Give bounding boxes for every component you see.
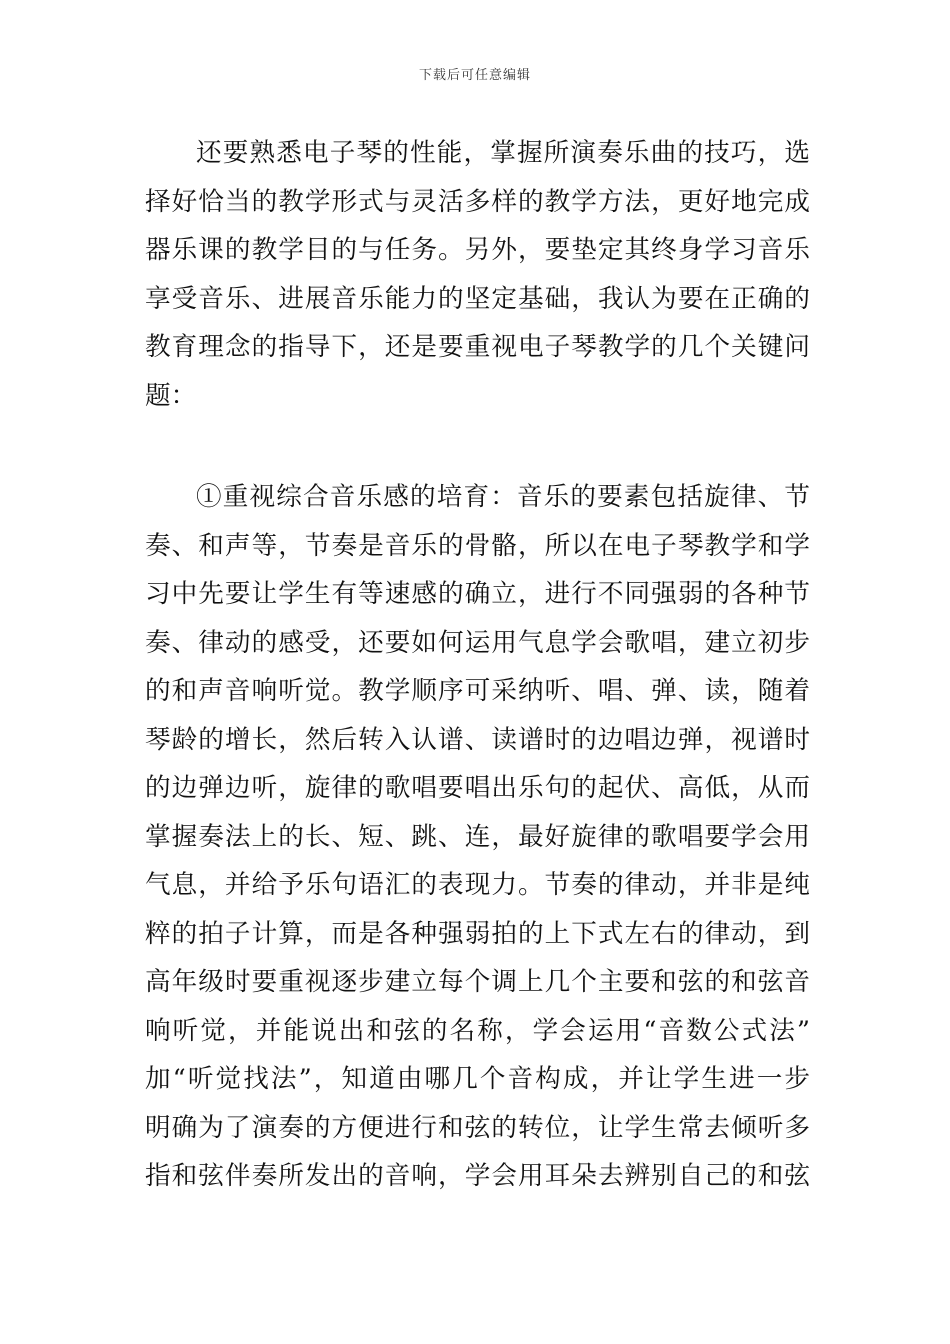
paragraph-line: 享受音乐、进展音乐能力的坚定基础，我认为要在正确的 xyxy=(145,283,810,314)
paragraph-line: ①重视综合音乐感的培育：音乐的要素包括旋律、节 xyxy=(196,482,810,512)
paragraph-line: 择好恰当的教学形式与灵活多样的教学方法，更好地完成 xyxy=(145,186,810,217)
paragraph-line: 器乐课的教学目的与任务。另外，要垫定其终身学习音乐 xyxy=(145,235,810,265)
paragraph-line: 琴龄的增长，然后转入认谱、读谱时的边唱边弹，视谱时 xyxy=(145,724,810,755)
paragraph-line: 加“听觉找法”，知道由哪几个音构成，并让学生进一步 xyxy=(145,1064,810,1094)
paragraph-line: 高年级时要重视逐步建立每个调上几个主要和弦的和弦音 xyxy=(145,967,810,997)
paragraph-1 xyxy=(145,129,810,420)
paragraph-line: 明确为了演奏的方便进行和弦的转位，让学生常去倾听多 xyxy=(145,1112,810,1143)
paragraph-line: 奏、律动的感受，还要如何运用气息学会歌唱，建立初步 xyxy=(145,627,810,658)
paragraph-line: 气息，并给予乐句语汇的表现力。节奏的律动，并非是纯 xyxy=(145,870,810,900)
paragraph-line: 指和弦伴奏所发出的音响，学会用耳朵去辨别自己的和弦 xyxy=(145,1161,810,1191)
paragraph-line: 响听觉，并能说出和弦的名称，学会运用“音数公式法” xyxy=(145,1015,810,1046)
paragraph-line: 的边弹边听，旋律的歌唱要唱出乐句的起伏、高低，从而 xyxy=(145,773,810,803)
paragraph-line: 粹的拍子计算，而是各种强弱拍的上下式左右的律动，到 xyxy=(145,918,810,949)
page-header: 下载后可任意编辑 xyxy=(418,68,531,83)
paragraph-2 xyxy=(145,473,810,1201)
paragraph-line: 题： xyxy=(145,380,197,411)
paragraph-line: 教育理念的指导下，还是要重视电子琴教学的几个关键问 xyxy=(145,332,810,362)
paragraph-line: 掌握奏法上的长、短、跳、连，最好旋律的歌唱要学会用 xyxy=(145,821,810,852)
paragraph-line: 还要熟悉电子琴的性能，掌握所演奏乐曲的技巧，选 xyxy=(196,138,810,168)
paragraph-line: 习中先要让学生有等速感的确立，进行不同强弱的各种节 xyxy=(145,579,810,609)
paragraph-line: 的和声音响听觉。教学顺序可采纳听、唱、弹、读，随着 xyxy=(145,676,810,706)
paragraph-line: 奏、和声等，节奏是音乐的骨骼，所以在电子琴教学和学 xyxy=(145,530,810,561)
